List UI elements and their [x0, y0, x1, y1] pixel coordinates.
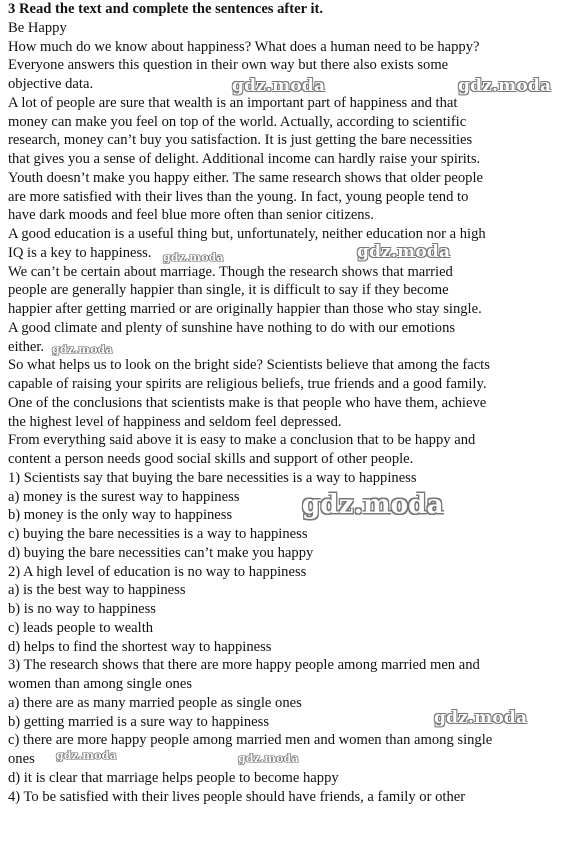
watermark: gdz.moda [302, 490, 444, 520]
option-line: a) money is the surest way to happiness [8, 488, 240, 505]
option-line: b) getting married is a sure way to happiness [8, 713, 269, 730]
text-line: content a person needs good social skills and support of other people. [8, 451, 414, 467]
exercise-text [8, 0, 560, 806]
text-line: capable of raising your spirits are religious beliefs, true friends and a good family. [8, 376, 487, 392]
option-line: a) there are as many married people as single ones [8, 694, 302, 711]
text-line: are more satisfied with their lives than the young. In fact, young people tend to [8, 188, 469, 205]
text-line: money can make you feel on top of the world. Actually, according to scientific [8, 113, 467, 130]
option-line: d) helps to find the shortest way to happiness [8, 638, 272, 655]
text-line: have dark moods and feel blue more often than senior citizens. [8, 207, 374, 224]
option-line: b) is no way to happiness [8, 601, 156, 617]
option-line: b) money is the only way to happiness [8, 507, 233, 524]
exercise-heading: 3 Read the text and complete the sentences after it. [8, 1, 324, 17]
watermark: gdz.moda [357, 242, 451, 262]
text-line: We can’t be certain about marriage. Though the research shows that married [8, 263, 453, 280]
text-line: objective data. [8, 76, 94, 92]
text-line: either. [8, 338, 45, 355]
option-line: d) buying the bare necessities can’t make you happy [8, 544, 314, 561]
watermark: gdz.moda [434, 708, 528, 728]
option-line: c) leads people to wealth [8, 619, 154, 636]
text-line: that gives you a sense of delight. Additional income can hardly raise your spirits. [8, 151, 481, 167]
text-line: the highest level of happiness and seldom feel depressed. [8, 413, 342, 430]
watermark: gdz.moda [238, 752, 299, 765]
text-line: happier after getting married or are originally happier than those who stay single. [8, 301, 482, 317]
text-line: A lot of people are sure that wealth is an important part of happiness and that [8, 94, 458, 111]
text-line: A good education is a useful thing but, unfortunately, neither education nor a high [8, 226, 486, 242]
watermark: gdz.moda [56, 749, 117, 762]
watermark: gdz.moda [163, 251, 224, 264]
text-line: IQ is a key to happiness. [8, 244, 152, 261]
question-line: women than among single ones [8, 676, 193, 692]
text-line: people are generally happier than single, it is difficult to say if they become [8, 282, 449, 299]
question-line: 2) A high level of education is no way to happiness [8, 563, 307, 580]
option-line: c) buying the bare necessities is a way to happiness [8, 526, 308, 542]
text-line: Youth doesn’t make you happy either. The same research shows that older people [8, 169, 484, 186]
text-line: A good climate and plenty of sunshine have nothing to do with our emotions [8, 319, 456, 336]
text-title: Be Happy [8, 19, 67, 36]
text-line: Everyone answers this question in their own way but there also exists some [8, 57, 449, 74]
option-line: d) it is clear that marriage helps people to become happy [8, 769, 339, 786]
question-line: 1) Scientists say that buying the bare necessities is a way to happiness [8, 469, 417, 486]
watermark: gdz.moda [458, 76, 552, 96]
option-line: ones [8, 751, 35, 767]
text-line: So what helps us to look on the bright side? Scientists believe that among the facts [8, 357, 490, 374]
question-line: 4) To be satisfied with their lives people should have friends, a family or other [8, 788, 466, 805]
text-line: From everything said above it is easy to make a conclusion that to be happy and [8, 432, 476, 449]
text-line: How much do we know about happiness? What does a human need to be happy? [8, 38, 480, 55]
option-line: c) there are more happy people among married men and women than among single [8, 732, 493, 749]
watermark: gdz.moda [232, 76, 326, 96]
text-line: research, money can’t buy you satisfaction. It is just getting the bare necessities [8, 132, 473, 149]
text-line: One of the conclusions that scientists make is that people who have them, achieve [8, 394, 487, 411]
question-line: 3) The research shows that there are more happy people among married men and [8, 657, 480, 674]
option-line: a) is the best way to happiness [8, 582, 186, 599]
watermark: gdz.moda [52, 343, 113, 356]
